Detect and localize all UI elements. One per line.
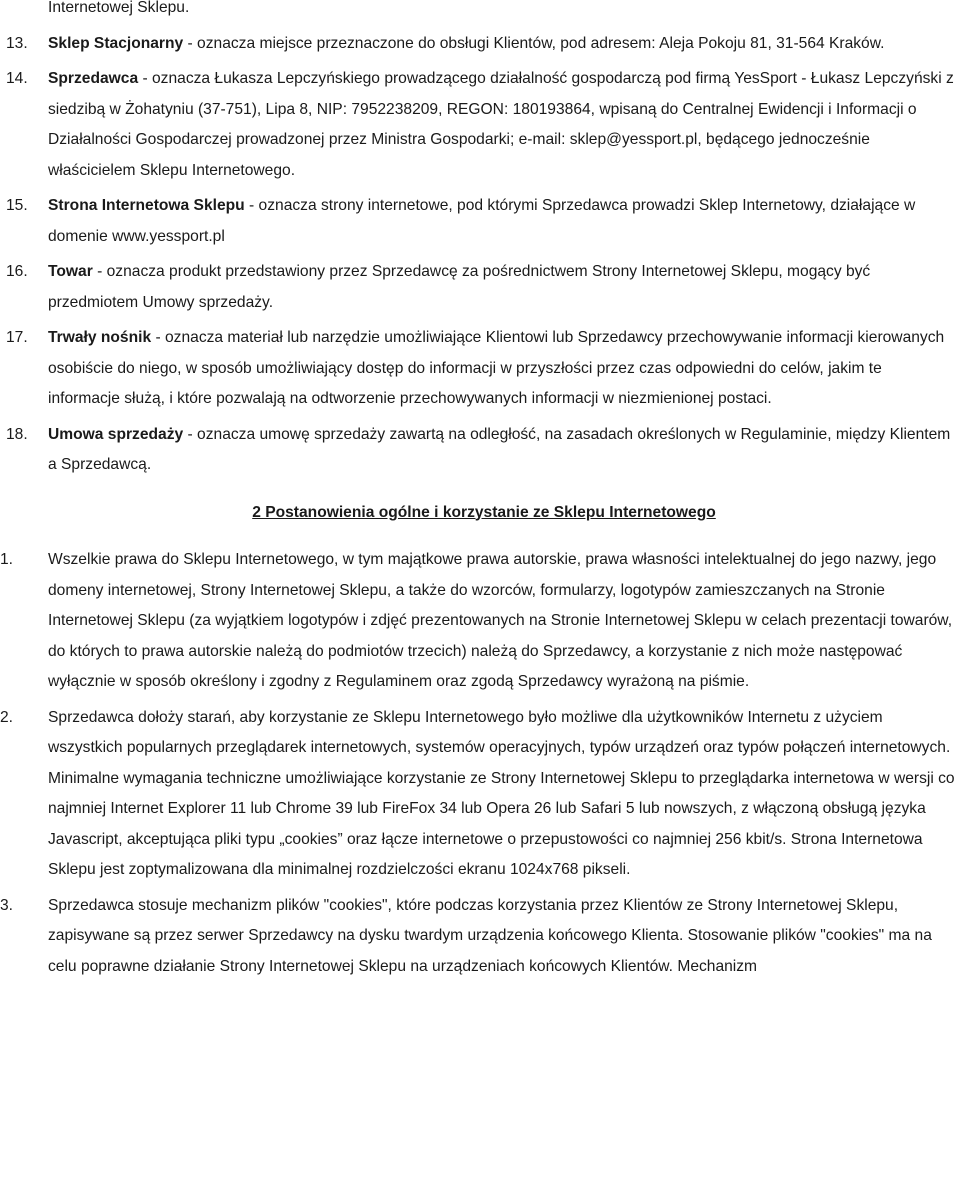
definition-text: - oznacza miejsce przeznaczone do obsługi Klientów, pod adresem: Aleja Pokoju 81, 31-564 Kraków. bbox=[183, 34, 885, 52]
definition-term: Strona Internetowa Sklepu bbox=[48, 197, 245, 214]
definition-item-13 bbox=[0, 29, 960, 60]
provision-item-2 bbox=[0, 703, 960, 886]
definition-item-17 bbox=[0, 323, 960, 415]
provision-item-3 bbox=[0, 891, 960, 983]
definition-term: Sprzedawca bbox=[48, 70, 139, 87]
provision-item-1 bbox=[0, 545, 960, 698]
definition-term: Trwały nośnik bbox=[48, 329, 152, 346]
definition-text: - oznacza materiał lub narzędzie umożliwiające Klientowi lub Sprzedawcy przechowywanie informacji kierowanych osobiście do niego, w sposób umożliwiający dostęp do informacji w przyszłości przez czas odpowiedni do celów, jakim te informacje służą, i które pozwalają na odtworzenie przechowywanych informacji w niezmienionej postaci. bbox=[48, 329, 945, 407]
definition-text: - oznacza umowę sprzedaży zawartą na odległość, na zasadach określonych w Regulaminie, między Klientem a Sprzedawcą. bbox=[48, 425, 951, 473]
definition-term: Sklep Stacjonarny bbox=[48, 34, 184, 52]
definition-continuation bbox=[0, 0, 960, 24]
definition-item-18 bbox=[0, 420, 960, 481]
item-number: 17. bbox=[6, 329, 28, 346]
definition-text: - oznacza produkt przedstawiony przez Sprzedawcę za pośrednictwem Strony Internetowej Sklepu, mogący być przedmiotem Umowy sprzedaży. bbox=[48, 263, 871, 311]
continuation-text: Internetowej Sklepu. bbox=[48, 0, 190, 16]
definition-item-14 bbox=[0, 64, 960, 186]
definition-term: Umowa sprzedaży bbox=[48, 425, 184, 443]
item-number: 13. bbox=[6, 34, 28, 52]
provision-text: Wszelkie prawa do Sklepu Internetowego, w tym majątkowe prawa autorskie, prawa własności intelektualnej do jego nazwy, jego domeny internetowej, Strony Internetowej Sklepu, a także do wzorców, formularzy, logotypów zamieszczanych na Stronie Internetowej Sklepu (za wyjątkiem logotypów i zdjęć prezentowanych na Stronie Internetowej Sklepu w celach prezentacji towarów, do których to prawa autorskie należą do podmiotów trzecich) należą do Sprzedawcy, a korzystanie z nich może następować wyłącznie w sposób określony i zgodny z Regulaminem oraz zgodą Sprzedawcy wyrażoną na piśmie. bbox=[48, 551, 953, 690]
provision-text: Sprzedawca dołoży starań, aby korzystanie ze Sklepu Internetowego było możliwe dla użytkowników Internetu z użyciem wszystkich popularnych przeglądarek internetowych, systemów operacyjnych, typów urządzeń oraz typów połączeń internetowych. Minimalne wymagania techniczne umożliwiające korzystanie ze Strony Internetowej Sklepu to przeglądarka internetowa w wersji co najmniej Internet Explorer 11 lub Chrome 39 lub FireFox 34 lub Opera 26 lub Safari 5 lub nowszych, z włączoną obsługą języka Javascript, akceptująca pliki typu „cookies” oraz łącze internetowe o przepustowości co najmniej 256 kbit/s. Strona Internetowa Sklepu jest zoptymalizowana dla minimalnej rozdzielczości ekranu 1024x768 pikseli. bbox=[48, 708, 955, 878]
section-heading: 2 Postanowienia ogólne i korzystanie ze Sklepu Internetowego bbox=[252, 503, 716, 521]
item-number: 2. bbox=[0, 708, 14, 726]
item-number: 16. bbox=[6, 263, 28, 280]
definition-text: - oznacza Łukasza Lepczyńskiego prowadzącego działalność gospodarczą pod firmą YesSport - Łukasz Lepczyński z siedzibą w Żohatyniu (37-751), Lipa 8, NIP: 7952238209, REGON: 180193864, wpisaną do Centralnej Ewidencji i Informacji o Działalności Gospodarczej prowadzonej przez Ministra Gospodarki; e-mail: sklep@yessport.pl, będącego jednocześnie właścicielem Sklepu Internetowego. bbox=[48, 70, 954, 179]
provision-text: Sprzedawca stosuje mechanizm plików "cookies", które podczas korzystania przez Klientów ze Strony Internetowej Sklepu, zapisywane są przez serwer Sprzedawcy na dysku twardym urządzenia końcowego Klienta. Stosowanie plików "cookies" ma na celu poprawne działanie Strony Internetowej Sklepu na urządzeniach końcowych Klientów. Mechanizm bbox=[48, 896, 932, 975]
definition-text: - oznacza strony internetowe, pod którymi Sprzedawca prowadzi Sklep Internetowy, działające w domenie www.yessport.pl bbox=[48, 197, 916, 245]
definition-item-16 bbox=[0, 257, 960, 318]
item-number: 1. bbox=[0, 551, 14, 568]
item-number: 15. bbox=[6, 197, 28, 214]
item-number: 3. bbox=[0, 896, 14, 914]
item-number: 18. bbox=[6, 425, 28, 443]
definition-item-15 bbox=[0, 191, 960, 252]
item-number: 14. bbox=[6, 70, 28, 87]
definition-term: Towar bbox=[48, 263, 93, 280]
